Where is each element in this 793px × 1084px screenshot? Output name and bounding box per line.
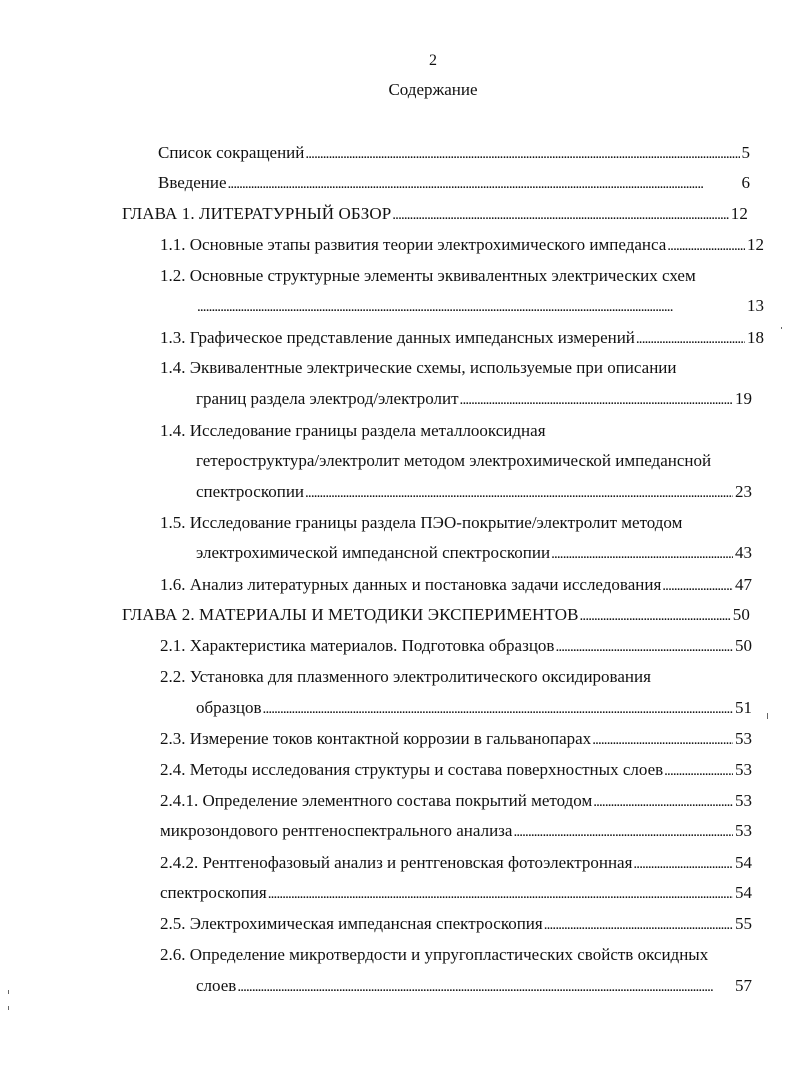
- toc-entry-text: ГЛАВА 1. ЛИТЕРАТУРНЫЙ ОБЗОР: [122, 204, 392, 223]
- toc-page-number: 53: [735, 821, 752, 840]
- toc-entry-text: микрозондового рентгеноспектрального анализа: [160, 821, 513, 840]
- toc-entry-text: 2.4.1. Определение элементного состава покрытий методом: [160, 791, 593, 810]
- toc-page-number: 6: [741, 173, 750, 192]
- toc-page-number: 12: [730, 204, 748, 223]
- dot-leader: [305, 482, 733, 503]
- toc-entry-section-1-2-cont[interactable]: [196, 296, 764, 318]
- dot-leader: [228, 173, 740, 194]
- dot-leader: [460, 389, 733, 410]
- toc-entry-text: 2.4. Методы исследования структуры и состава поверхностных слоев: [160, 760, 664, 779]
- toc-entry-section-1-6[interactable]: [160, 575, 752, 597]
- toc-page-number: 53: [735, 729, 752, 748]
- toc-page-number: 54: [735, 853, 752, 872]
- dot-leader: [555, 636, 733, 657]
- toc-entry-section-1-5-cont[interactable]: [196, 543, 752, 565]
- toc-entry-section-2-6[interactable]: 2.6. Определение микротвердости и упругопластических свойств оксидных: [160, 945, 709, 964]
- toc-entry-text: 1.1. Основные этапы развития теории электрохимического импеданса: [160, 235, 667, 254]
- scan-speck: [8, 990, 9, 994]
- dot-leader: [544, 914, 733, 935]
- toc-entry-chapter-2[interactable]: [122, 605, 750, 627]
- toc-entry-text: границ раздела электрод/электролит: [196, 389, 459, 408]
- scan-speck: [767, 713, 768, 719]
- toc-entry-section-1-4b-cont[interactable]: [196, 482, 752, 504]
- toc-entry-text: спектроскопии: [196, 482, 305, 501]
- dot-leader: [268, 883, 733, 904]
- toc-page-number: 51: [735, 698, 752, 717]
- toc-entry-text: образцов: [196, 698, 262, 717]
- toc-page-number: 55: [735, 914, 752, 933]
- toc-entry-chapter-1[interactable]: [122, 204, 748, 226]
- toc-entry-section-2-4[interactable]: [160, 760, 752, 782]
- toc-entry-text: 2.3. Измерение токов контактной коррозии в гальванопарах: [160, 729, 592, 748]
- scan-speck: [8, 1006, 9, 1010]
- toc-entry-introduction[interactable]: [158, 173, 750, 195]
- toc-entry-section-2-4-2-cont[interactable]: [160, 883, 752, 905]
- toc-entry-section-2-4-1-cont[interactable]: [160, 821, 752, 843]
- toc-entry-section-1-5[interactable]: 1.5. Исследование границы раздела ПЭО-покрытие/электролит методом: [160, 513, 683, 532]
- toc-entry-text: Введение: [158, 173, 227, 192]
- dot-leader: [593, 791, 733, 812]
- dot-leader: [667, 235, 745, 256]
- dot-leader: [513, 821, 733, 842]
- toc-entry-abbreviations[interactable]: [158, 143, 750, 165]
- toc-entry-section-2-2-cont[interactable]: [196, 698, 752, 720]
- toc-page-number: 53: [735, 791, 752, 810]
- dot-leader: [636, 328, 745, 349]
- toc-entry-section-2-1[interactable]: [160, 636, 752, 658]
- toc-entry-text: электрохимической импедансной спектроскопии: [196, 543, 551, 562]
- dot-leader: [237, 976, 733, 997]
- toc-page-number: 57: [735, 976, 752, 995]
- toc-page-number: 13: [747, 296, 764, 315]
- toc-page-number: 50: [732, 605, 750, 624]
- toc-entry-section-1-4a-cont[interactable]: [196, 389, 752, 411]
- toc-entry-section-1-1[interactable]: [160, 235, 764, 257]
- toc-entry-section-2-2[interactable]: 2.2. Установка для плазменного электролитического оксидирования: [160, 667, 651, 686]
- toc-page-number: 53: [735, 760, 752, 779]
- toc-entry-section-1-2[interactable]: 1.2. Основные структурные элементы эквивалентных электрических схем: [160, 266, 696, 285]
- scan-speck: [781, 327, 782, 329]
- dot-leader: [662, 575, 733, 596]
- dot-leader: [305, 143, 739, 164]
- dot-leader: [263, 698, 733, 719]
- toc-entry-text: слоев: [196, 976, 237, 995]
- toc-entry-section-1-3[interactable]: [160, 328, 764, 350]
- toc-page-number: 23: [735, 482, 752, 501]
- dot-leader: [592, 729, 733, 750]
- dot-leader: [392, 204, 729, 225]
- toc-page-number: 43: [735, 543, 752, 562]
- page-number: 2: [429, 52, 437, 69]
- toc-entry-text: Список сокращений: [158, 143, 305, 162]
- toc-page-number: 18: [747, 328, 764, 347]
- toc-entry-section-2-3[interactable]: [160, 729, 752, 751]
- toc-entry-text: 2.5. Электрохимическая импедансная спектроскопия: [160, 914, 543, 933]
- toc-entry-text: 1.3. Графическое представление данных импедансных измерений: [160, 328, 635, 347]
- toc-entry-text: 1.6. Анализ литературных данных и постановка задачи исследования: [160, 575, 662, 594]
- toc-entry-section-1-4a[interactable]: 1.4. Эквивалентные электрические схемы, используемые при описании: [160, 358, 677, 377]
- dot-leader: [664, 760, 733, 781]
- toc-entry-section-1-4b-line2[interactable]: гетероструктура/электролит методом электрохимической импедансной: [196, 451, 712, 470]
- dot-leader: [197, 296, 745, 317]
- toc-entry-text: 2.1. Характеристика материалов. Подготовка образцов: [160, 636, 555, 655]
- toc-entry-text: ГЛАВА 2. МАТЕРИАЛЫ И МЕТОДИКИ ЭКСПЕРИМЕНТОВ: [122, 605, 579, 624]
- toc-page-number: 50: [735, 636, 752, 655]
- toc-entry-text: спектроскопия: [160, 883, 267, 902]
- toc-entry-section-2-6-cont[interactable]: [196, 976, 752, 998]
- toc-entry-text: 2.4.2. Рентгенофазовый анализ и рентгеновская фотоэлектронная: [160, 853, 633, 872]
- toc-page-number: 47: [735, 575, 752, 594]
- dot-leader: [633, 853, 733, 874]
- toc-entry-section-1-4b[interactable]: 1.4. Исследование границы раздела металлооксидная: [160, 421, 546, 440]
- dot-leader: [551, 543, 733, 564]
- toc-page-number: 12: [747, 235, 764, 254]
- toc-entry-section-2-4-2[interactable]: [160, 853, 752, 875]
- page-title: Содержание: [388, 80, 478, 99]
- toc-page-number: 5: [741, 143, 750, 162]
- toc-entry-section-2-4-1[interactable]: [160, 791, 752, 813]
- toc-page-number: 54: [735, 883, 752, 902]
- dot-leader: [580, 605, 731, 626]
- toc-page-number: 19: [735, 389, 752, 408]
- toc-entry-section-2-5[interactable]: [160, 914, 752, 936]
